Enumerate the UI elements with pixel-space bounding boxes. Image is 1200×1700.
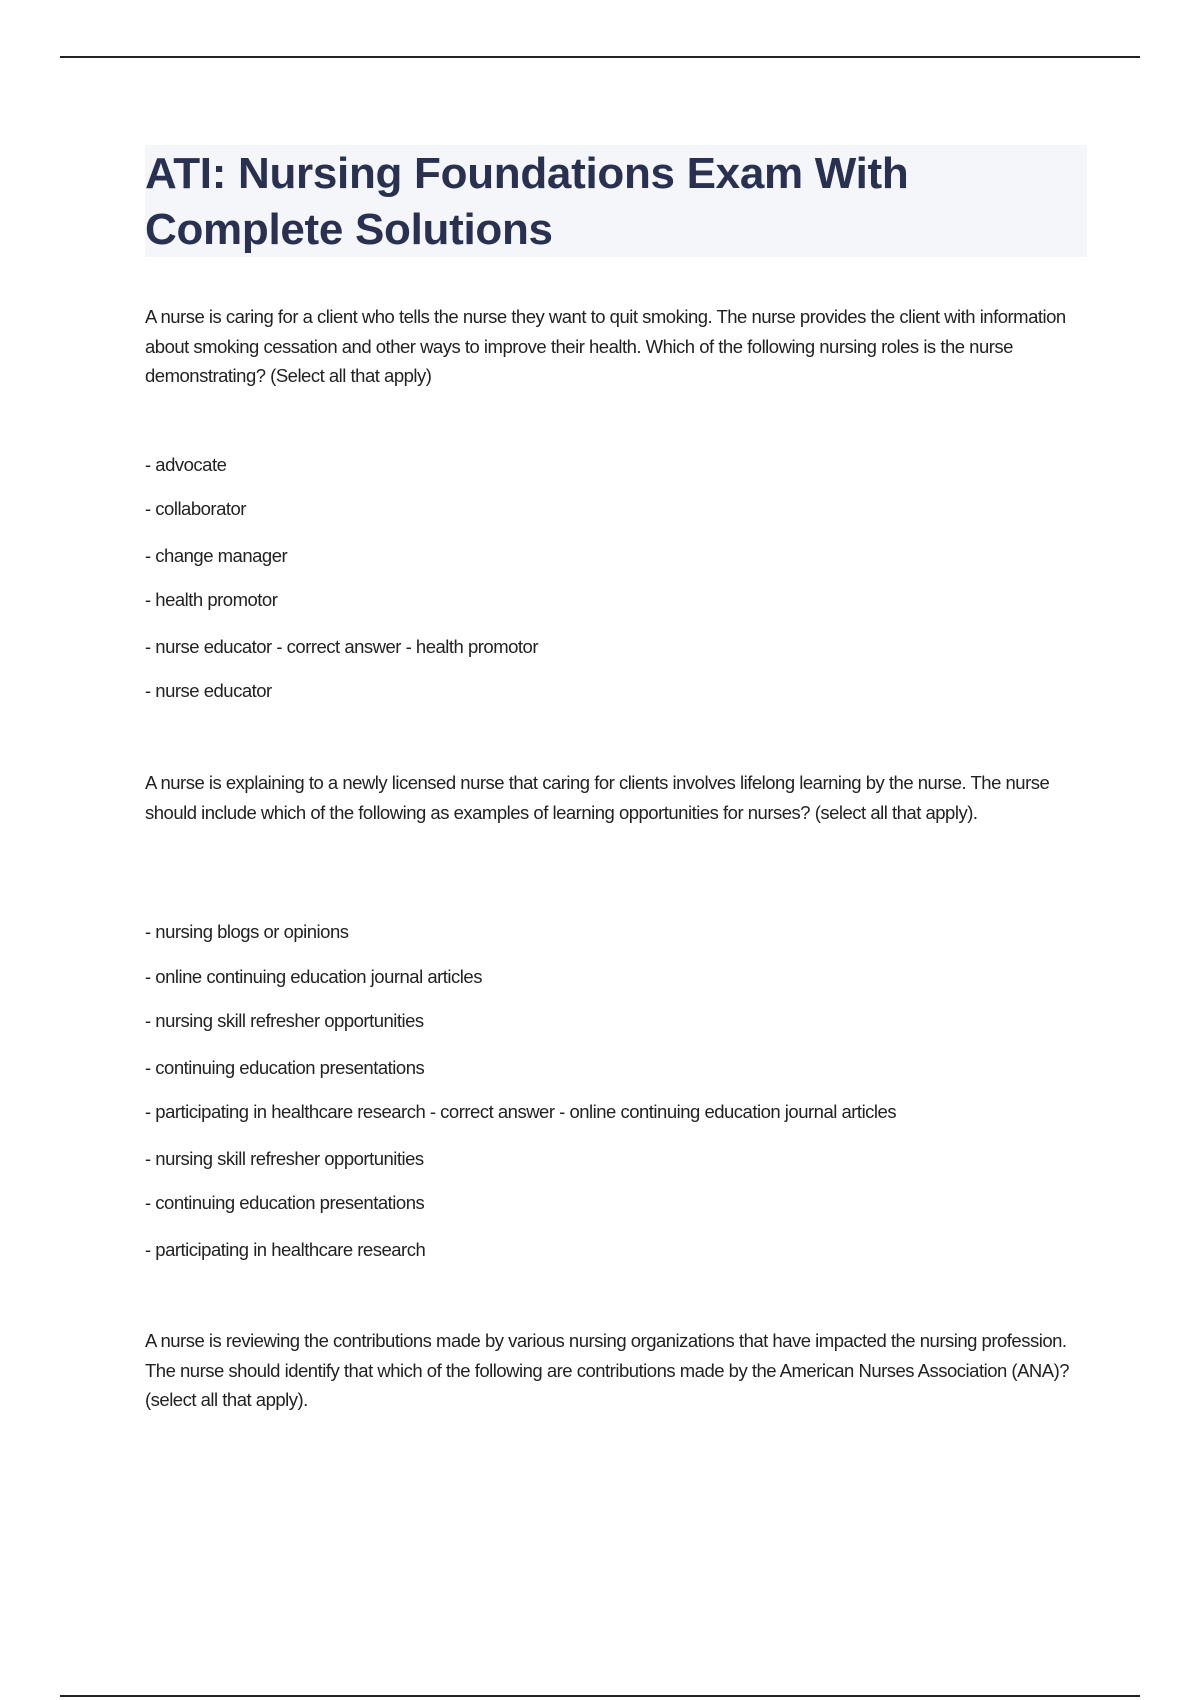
footer-rule bbox=[60, 1695, 1140, 1697]
question-2-option: - nursing skill refresher opportunities bbox=[145, 1010, 424, 1031]
question-2-option: - nursing skill refresher opportunities bbox=[145, 1148, 424, 1169]
question-2-option: - continuing education presentations bbox=[145, 1192, 425, 1213]
question-1-option: - nurse educator bbox=[145, 680, 272, 701]
question-1-option: - health promotor bbox=[145, 589, 278, 610]
document-title: ATI: Nursing Foundations Exam With Complete Solutions bbox=[145, 149, 909, 254]
question-1-option: - collaborator bbox=[145, 498, 246, 519]
question-2-option: - continuing education presentations bbox=[145, 1057, 425, 1078]
question-2-prompt: A nurse is explaining to a newly licensed nurse that caring for clients involves lifelong learning by the nurse. The nurse should include which of the following as examples of learning opportunities for nurses? (select all that apply). bbox=[145, 772, 1050, 823]
question-1-option: - advocate bbox=[145, 454, 227, 475]
question-2-option: - online continuing education journal articles bbox=[145, 966, 482, 987]
question-1-prompt: A nurse is caring for a client who tells the nurse they want to quit smoking. The nurse provides the client with information about smoking cessation and other ways to improve their health. Which of the following nursing roles is the nurse demonstrating? (Select all that apply) bbox=[145, 306, 1066, 386]
header-rule bbox=[60, 56, 1140, 58]
question-1-option: - change manager bbox=[145, 545, 288, 566]
question-1-answer: - nurse educator - correct answer - health promotor bbox=[145, 636, 538, 657]
question-3-prompt: A nurse is reviewing the contributions made by various nursing organizations that have impacted the nursing profession. The nurse should identify that which of the following are contributions made by the American Nurses Association (ANA)? (select all that apply). bbox=[145, 1330, 1070, 1410]
question-2-option: - participating in healthcare research bbox=[145, 1239, 426, 1260]
question-2-option: - nursing blogs or opinions bbox=[145, 921, 349, 942]
question-2-answer: - participating in healthcare research - correct answer - online continuing education journal articles bbox=[145, 1101, 897, 1122]
